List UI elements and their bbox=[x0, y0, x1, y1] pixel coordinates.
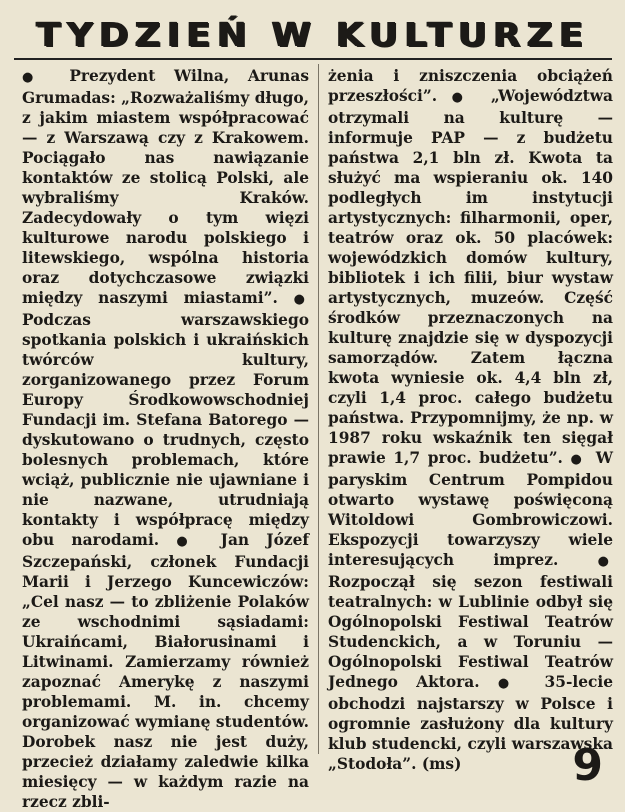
headline-rule bbox=[14, 58, 612, 60]
headline-text: TYDZIEŃ W KULTURZE bbox=[36, 16, 590, 54]
article-text: W paryskim Centrum Pompidou otwarto wystawę poświęconą Witoldowi Gombrowiczowi. Ekspozycji towarzyszy wiele interesujących imprez. bbox=[328, 449, 614, 569]
bullet-icon: ● bbox=[497, 676, 523, 691]
column-divider bbox=[318, 64, 319, 754]
left-column bbox=[22, 66, 309, 812]
article-text: Prezydent Wilna, Arunas Grumadas: „Rozważaliśmy długo, z jakim miastem współpracować — z Warszawą czy z Krakowem. Pociągało nas nawiązanie kontaktów ze stolicą Polski, ale wybraliśmy Kraków. Zadecydowały o tym więzi kulturowe narodu polskiego i litewskiego, wspólna historia oraz dotychczasowe związki między naszymi miastami”. bbox=[22, 67, 309, 307]
article-text: „Województwa otrzymali na kulturę — informuje PAP — z budżetu państwa 2,1 bln zł. Kwota ta służyć ma wspieraniu ok. 140 podległych im instytucji artystycznych: filharmonii, oper, teatrów oraz ok. 50 placówek: wojewódzkich domów kultury, bibliotek i ich filii, biur wystaw artystycznych, muzeów. Część środków przeznaczonych na kulturę znajdzie się w dyspozycji samorządów. Zatem łączna kwota wyniesie ok. 4,4 bln zł, czyli 1,4 proc. całego budżetu państwa. Przypomnijmy, że np. w 1987 roku wskaźnik ten sięgał prawie 1,7 proc. budżetu”. bbox=[328, 87, 613, 467]
headline bbox=[14, 14, 612, 56]
article-text: Jan Józef Szczepański, członek Fundacji Marii i Jerzego Kuncewiczów: „Cel nasz — to zbliżenie Polaków ze wschodnimi sąsiadami: Ukraińcami, Białorusinami i Litwinami. Zamierzamy również zapoznać Amerykę z naszymi problemami. M. in. chcemy organizować wymianę studentów. Dorobek nasz nie jest duży, przecież działamy zaledwie kilka miesięcy — w każdym razie na rzecz zbli- bbox=[22, 531, 309, 811]
article-text: żenia i zniszczenia obciążeń przeszłości”. bbox=[328, 67, 613, 105]
bullet-icon: ● bbox=[570, 452, 585, 467]
article-text: Podczas warszawskiego spotkania polskich i ukraińskich twórców kultury, zorganizowanego przez Forum Europy Środkowowschodniej Fundacji im. Stefana Batorego — dyskutowano o trudnych, często bolesnych problemach, które wciąż, publicznie nie ujawniane i nie nazwane, utrudniają kontakty i współpracę między obu narodami. bbox=[22, 311, 309, 549]
bullet-icon: ● bbox=[293, 292, 305, 307]
page-number: 9 bbox=[572, 740, 603, 791]
right-column-text bbox=[328, 66, 613, 774]
article-text: Rozpoczął się sezon festiwali teatralnych: w Lublinie odbył się Ogólnopolski Festiwal Teatrów Studenckich, a w Toruniu — Ogólnopolski Festiwal Teatrów Jednego Aktora. bbox=[328, 573, 613, 691]
article-text: 35-lecie obchodzi najstarszy w Polsce i ogromnie zasłużony dla kultury klub studencki, czyli warszawska „Stodoła”. (ms) bbox=[328, 673, 614, 773]
bullet-icon: ● bbox=[176, 534, 200, 549]
left-column-text bbox=[22, 66, 309, 812]
bullet-icon: ● bbox=[451, 90, 473, 105]
bullet-icon: ● bbox=[597, 554, 609, 569]
bullet-icon: ● bbox=[22, 70, 47, 85]
right-column bbox=[328, 66, 613, 774]
